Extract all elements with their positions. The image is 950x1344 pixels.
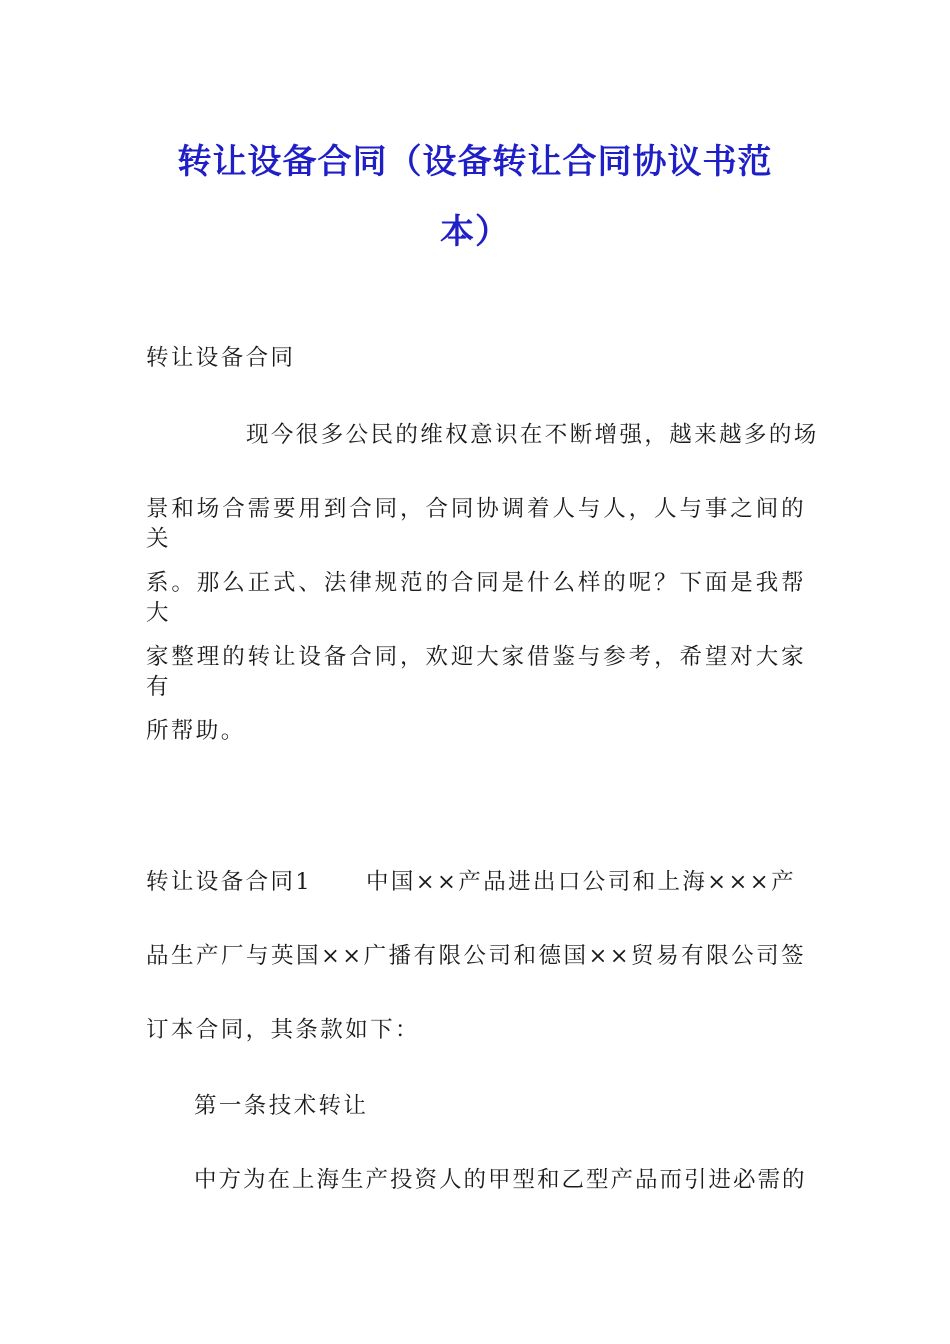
document-title-line-1: 转让设备合同（设备转让合同协议书范: [177, 142, 773, 182]
document-title-line-2: 本）: [440, 212, 510, 252]
contract-1-line-3: 订本合同，其条款如下：: [146, 1017, 420, 1043]
article-1-heading: 第一条技术转让: [194, 1093, 369, 1119]
intro-line-1: 现今很多公民的维权意识在不断增强，越来越多的场: [246, 422, 819, 448]
intro-line-2: 景和场合需要用到合同，合同协调着人与人，人与事之间的关: [146, 496, 806, 552]
contract-1-line-2: 品生产厂与英国××广播有限公司和德国××贸易有限公司签: [146, 943, 806, 969]
contract-1-label: 转让设备合同1: [146, 869, 313, 895]
section-heading: 转让设备合同: [146, 345, 296, 371]
intro-line-5: 所帮助。: [146, 718, 246, 744]
intro-line-4: 家整理的转让设备合同，欢迎大家借鉴与参考，希望对大家有: [146, 644, 806, 700]
contract-1-line-1: 中国××产品进出口公司和上海×××产: [366, 869, 796, 895]
intro-line-3: 系。那么正式、法律规范的合同是什么样的呢？下面是我帮大: [146, 570, 806, 626]
article-1-line-1: 中方为在上海生产投资人的甲型和乙型产品而引进必需的: [194, 1167, 807, 1193]
